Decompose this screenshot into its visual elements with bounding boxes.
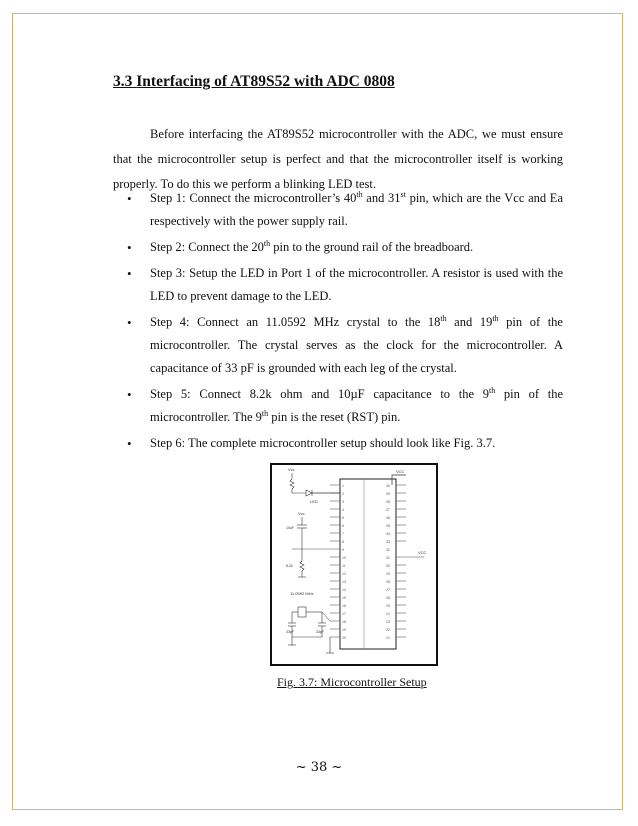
svg-text:20: 20: [342, 636, 346, 640]
intro-text: Before interfacing the AT89S52 microcontroller with the ADC, we must ensure that the microcontroller setup is perfect and that the microcontroller itself is working properly. To do this we perform a blinking LED test.: [113, 127, 563, 191]
vcc-label-reset: Vcc: [298, 511, 305, 516]
page-number: ~ 38 ~: [295, 760, 343, 775]
crystal-label: 11.0592 MHz: [290, 591, 314, 596]
step-item: • Step 2: Connect the 20th pin to the ground rail of the breadboard.: [113, 236, 563, 259]
svg-text:34: 34: [386, 532, 390, 536]
cap1-label: 33pF: [286, 630, 294, 634]
svg-text:13: 13: [342, 580, 346, 584]
svg-text:5: 5: [342, 516, 344, 520]
led-label: LED: [310, 499, 318, 504]
svg-text:4: 4: [342, 508, 344, 512]
svg-text:9: 9: [342, 548, 344, 552]
vcc-label-led: Vcc: [288, 467, 295, 472]
svg-text:2: 2: [342, 492, 344, 496]
cap-label: 10uF: [286, 526, 294, 530]
svg-text:6: 6: [342, 524, 344, 528]
steps-list: [113, 187, 563, 458]
svg-text:28: 28: [386, 580, 390, 584]
svg-text:24: 24: [386, 612, 390, 616]
svg-text:17: 17: [342, 612, 346, 616]
svg-text:29: 29: [386, 572, 390, 576]
vcc-label-top: VCC: [396, 469, 405, 474]
svg-text:33: 33: [386, 540, 390, 544]
svg-text:18: 18: [342, 620, 346, 624]
step-item: • Step 5: Connect 8.2k ohm and 10µF capacitance to the 9th pin of the microcontroller. The 9th pin is the reset (RST) pin.: [113, 383, 563, 429]
svg-text:27: 27: [386, 588, 390, 592]
svg-text:26: 26: [386, 596, 390, 600]
svg-text:7: 7: [342, 532, 344, 536]
step-item: • Step 1: Connect the microcontroller’s 40th and 31st pin, which are the Vcc and Ea respectively with the power supply rail.: [113, 187, 563, 233]
vcc-label-right: VCC: [418, 550, 427, 555]
svg-text:10: 10: [342, 556, 346, 560]
svg-text:22: 22: [386, 628, 390, 632]
svg-text:16: 16: [342, 604, 346, 608]
step-item: • Step 6: The complete microcontroller setup should look like Fig. 3.7.: [113, 432, 563, 455]
svg-text:11: 11: [342, 564, 346, 568]
svg-text:30: 30: [386, 564, 390, 568]
svg-text:40: 40: [386, 484, 390, 488]
svg-text:12: 12: [342, 572, 346, 576]
svg-text:35: 35: [386, 524, 390, 528]
cap2-label: 33pF: [316, 630, 324, 634]
svg-text:14: 14: [342, 588, 346, 592]
svg-text:36: 36: [386, 516, 390, 520]
svg-text:31: 31: [386, 556, 390, 560]
svg-text:1: 1: [342, 484, 344, 488]
section-number: 3.3: [113, 73, 133, 90]
svg-text:23: 23: [386, 620, 390, 624]
svg-text:25: 25: [386, 604, 390, 608]
circuit-figure: [270, 463, 438, 666]
res-label: 8.2k: [286, 564, 293, 568]
section-title: Interfacing of AT89S52 with ADC 0808: [136, 73, 395, 90]
svg-text:21: 21: [386, 636, 390, 640]
step-item: • Step 4: Connect an 11.0592 MHz crystal to the 18th and 19th pin of the microcontroller. The crystal serves as the clock for the microcontroller. A capacitance of 33 pF is grounded with each leg of the crystal.: [113, 311, 563, 380]
svg-text:39: 39: [386, 492, 390, 496]
step-item: • Step 3: Setup the LED in Port 1 of the microcontroller. A resistor is used with the LED to prevent damage to the LED.: [113, 262, 563, 308]
svg-text:37: 37: [386, 508, 390, 512]
figure-caption: Fig. 3.7: Microcontroller Setup: [277, 675, 427, 689]
svg-text:19: 19: [342, 628, 346, 632]
section-heading: [113, 73, 395, 91]
circuit-diagram: [272, 465, 436, 664]
svg-text:15: 15: [342, 596, 346, 600]
svg-text:8: 8: [342, 540, 344, 544]
svg-text:32: 32: [386, 548, 390, 552]
svg-text:38: 38: [386, 500, 390, 504]
svg-text:3: 3: [342, 500, 344, 504]
intro-paragraph: [113, 122, 563, 197]
